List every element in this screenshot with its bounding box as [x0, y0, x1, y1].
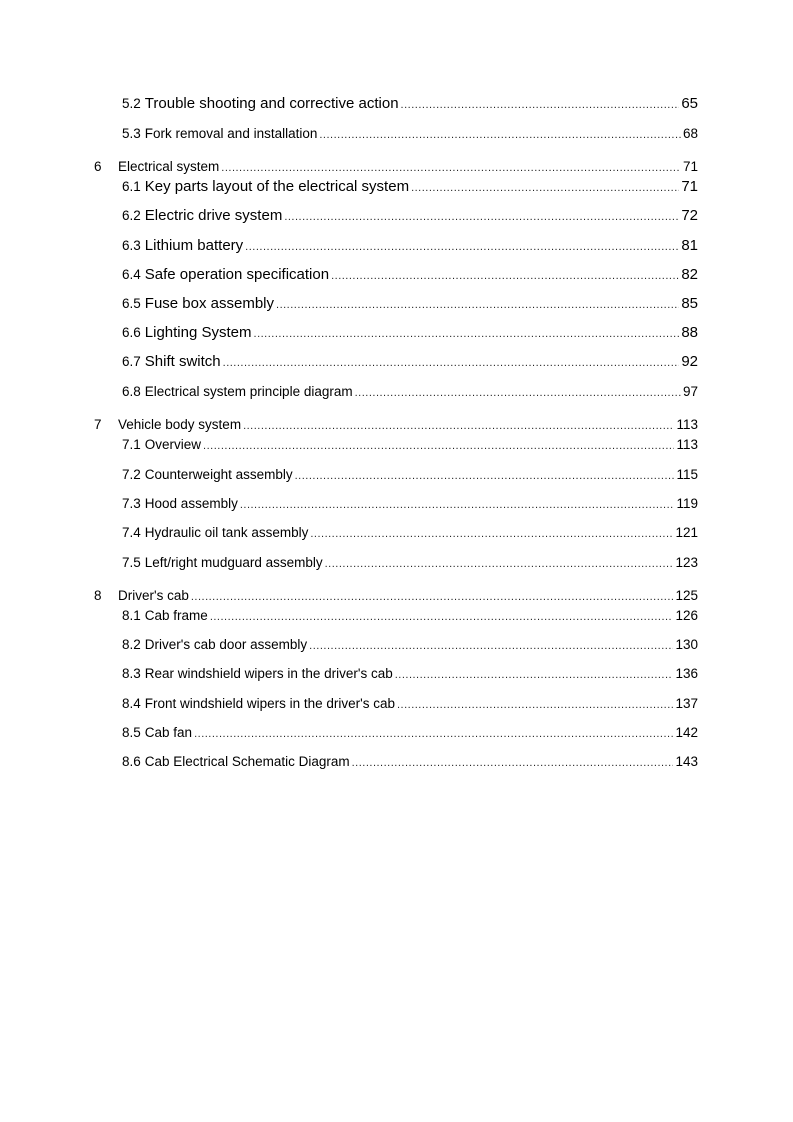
toc-entry-page: 115 [676, 467, 698, 482]
dot-leader [397, 696, 674, 714]
toc-entry-title: Front windshield wipers in the driver's cab [144, 696, 395, 711]
dot-leader [191, 588, 674, 606]
toc-entry-page: 85 [681, 295, 698, 312]
toc-entry-title: Electric drive system [144, 207, 283, 224]
toc-entry-7-2[interactable] [122, 466, 698, 485]
toc-entry-number: 6.5 [122, 296, 141, 311]
toc-entry-6-5[interactable] [122, 295, 698, 314]
dot-leader [310, 525, 673, 543]
toc-entry-page: 142 [675, 725, 698, 740]
toc-entry-title: Safe operation specification [144, 266, 330, 283]
toc-entry-number: 8.3 [122, 666, 141, 681]
toc-entry-number: 8.2 [122, 637, 141, 652]
toc-chapter-page: 113 [676, 417, 698, 432]
toc-chapter-number: 8 [94, 588, 102, 603]
toc-entry-6-3[interactable] [122, 237, 698, 256]
toc-entry-number: 7.1 [122, 437, 141, 452]
toc-entry-page: 121 [675, 525, 698, 540]
toc-entry-number: 6.1 [122, 179, 141, 194]
toc-entry-title: Counterweight assembly [144, 467, 293, 482]
toc-entry-number: 6.7 [122, 354, 141, 369]
toc-entry-page: 137 [675, 696, 698, 711]
toc-chapter-8[interactable] [94, 587, 698, 606]
toc-entry-page: 136 [675, 666, 698, 681]
toc-entry-title: Cab frame [144, 608, 208, 623]
toc-entry-page: 65 [681, 95, 698, 112]
toc-entry-page: 143 [675, 754, 698, 769]
toc-entry-6-6[interactable] [122, 324, 698, 343]
toc-entry-page: 71 [681, 178, 698, 195]
dot-leader [355, 384, 681, 402]
dot-leader [309, 637, 673, 655]
toc-entry-6-4[interactable] [122, 266, 698, 285]
toc-entry-title: Electrical system principle diagram [144, 384, 353, 399]
dot-leader [194, 725, 673, 743]
toc-entry-title: Cab Electrical Schematic Diagram [144, 754, 350, 769]
toc-entry-7-3[interactable] [122, 495, 698, 514]
toc-entry-6-2[interactable] [122, 207, 698, 226]
dot-leader [245, 238, 679, 256]
toc-entry-page: 113 [676, 437, 698, 452]
toc-entry-page: 82 [681, 266, 698, 283]
toc-entry-page: 130 [675, 637, 698, 652]
toc-entry-title: Lighting System [144, 324, 252, 341]
toc-chapter-number: 7 [94, 417, 102, 432]
dot-leader [401, 96, 680, 114]
toc-entry-title: Hood assembly [144, 496, 238, 511]
toc-entry-page: 92 [681, 353, 698, 370]
dot-leader [325, 555, 674, 573]
dot-leader [284, 208, 679, 226]
toc-entry-number: 6.6 [122, 325, 141, 340]
dot-leader [203, 437, 674, 455]
dot-leader [276, 296, 679, 314]
dot-leader [395, 666, 674, 684]
toc-entry-number: 6.4 [122, 267, 141, 282]
dot-leader [352, 754, 674, 772]
toc-entry-title: Shift switch [144, 353, 221, 370]
toc-entry-number: 7.5 [122, 555, 141, 570]
toc-chapter-number: 6 [94, 159, 102, 174]
toc-entry-page: 72 [681, 207, 698, 224]
toc-entry-title: Overview [144, 437, 202, 452]
dot-leader [223, 354, 680, 372]
toc-entry-5-3[interactable] [122, 125, 698, 144]
toc-entry-number: 8.4 [122, 696, 141, 711]
toc-entry-8-1[interactable] [122, 607, 698, 626]
toc-entry-page: 126 [675, 608, 698, 623]
toc-chapter-title: Driver's cab [118, 588, 189, 603]
toc-entry-title: Cab fan [144, 725, 193, 740]
toc-chapter-7[interactable] [94, 416, 698, 435]
toc-chapter-6[interactable] [94, 158, 698, 177]
toc-entry-6-7[interactable] [122, 353, 698, 372]
toc-entry-number: 6.2 [122, 208, 141, 223]
toc-entry-8-5[interactable] [122, 724, 698, 743]
toc-entry-5-2[interactable] [122, 95, 698, 114]
toc-chapter-page: 125 [675, 588, 698, 603]
dot-leader [210, 608, 674, 626]
toc-entry-number: 7.4 [122, 525, 141, 540]
dot-leader [240, 496, 675, 514]
toc-entry-number: 7.2 [122, 467, 141, 482]
toc-entry-title: Left/right mudguard assembly [144, 555, 323, 570]
dot-leader [411, 179, 679, 197]
toc-entry-title: Rear windshield wipers in the driver's cab [144, 666, 393, 681]
toc-entry-number: 6.8 [122, 384, 141, 399]
dot-leader [319, 126, 681, 144]
toc-chapter-title: Vehicle body system [118, 417, 242, 432]
toc-entry-title: Key parts layout of the electrical system [144, 178, 410, 195]
toc-entry-title: Fuse box assembly [144, 295, 275, 312]
dot-leader [221, 159, 681, 177]
toc-entry-8-3[interactable] [122, 665, 698, 684]
toc-entry-page: 81 [681, 237, 698, 254]
toc-entry-number: 6.3 [122, 238, 141, 253]
toc-entry-title: Trouble shooting and corrective action [144, 95, 399, 112]
toc-entry-8-4[interactable] [122, 695, 698, 714]
dot-leader [295, 467, 675, 485]
toc-entry-number: 7.3 [122, 496, 141, 511]
toc-entry-number: 8.6 [122, 754, 141, 769]
toc-chapter-page: 71 [682, 159, 698, 174]
toc-chapter-title: Electrical system [118, 159, 220, 174]
toc-entry-8-2[interactable] [122, 636, 698, 655]
dot-leader [331, 267, 679, 285]
toc-entry-page: 123 [675, 555, 698, 570]
toc-entry-title: Driver's cab door assembly [144, 637, 308, 652]
toc-entry-number: 8.5 [122, 725, 141, 740]
toc-entry-number: 5.2 [122, 96, 141, 111]
toc-entry-page: 119 [676, 496, 698, 511]
dot-leader [254, 325, 680, 343]
toc-entry-7-5[interactable] [122, 554, 698, 573]
toc-entry-page: 97 [682, 384, 698, 399]
toc-entry-title: Fork removal and installation [144, 126, 318, 141]
toc-entry-number: 8.1 [122, 608, 141, 623]
toc-entry-page: 68 [682, 126, 698, 141]
toc-entry-6-1[interactable] [122, 178, 698, 197]
toc-entry-6-8[interactable] [122, 383, 698, 402]
toc-entry-page: 88 [681, 324, 698, 341]
toc-entry-number: 5.3 [122, 126, 141, 141]
dot-leader [243, 417, 674, 435]
toc-entry-title: Lithium battery [144, 237, 244, 254]
toc-entry-7-1[interactable] [122, 436, 698, 455]
toc-entry-8-6[interactable] [122, 753, 698, 772]
toc-entry-7-4[interactable] [122, 524, 698, 543]
toc-entry-title: Hydraulic oil tank assembly [144, 525, 309, 540]
